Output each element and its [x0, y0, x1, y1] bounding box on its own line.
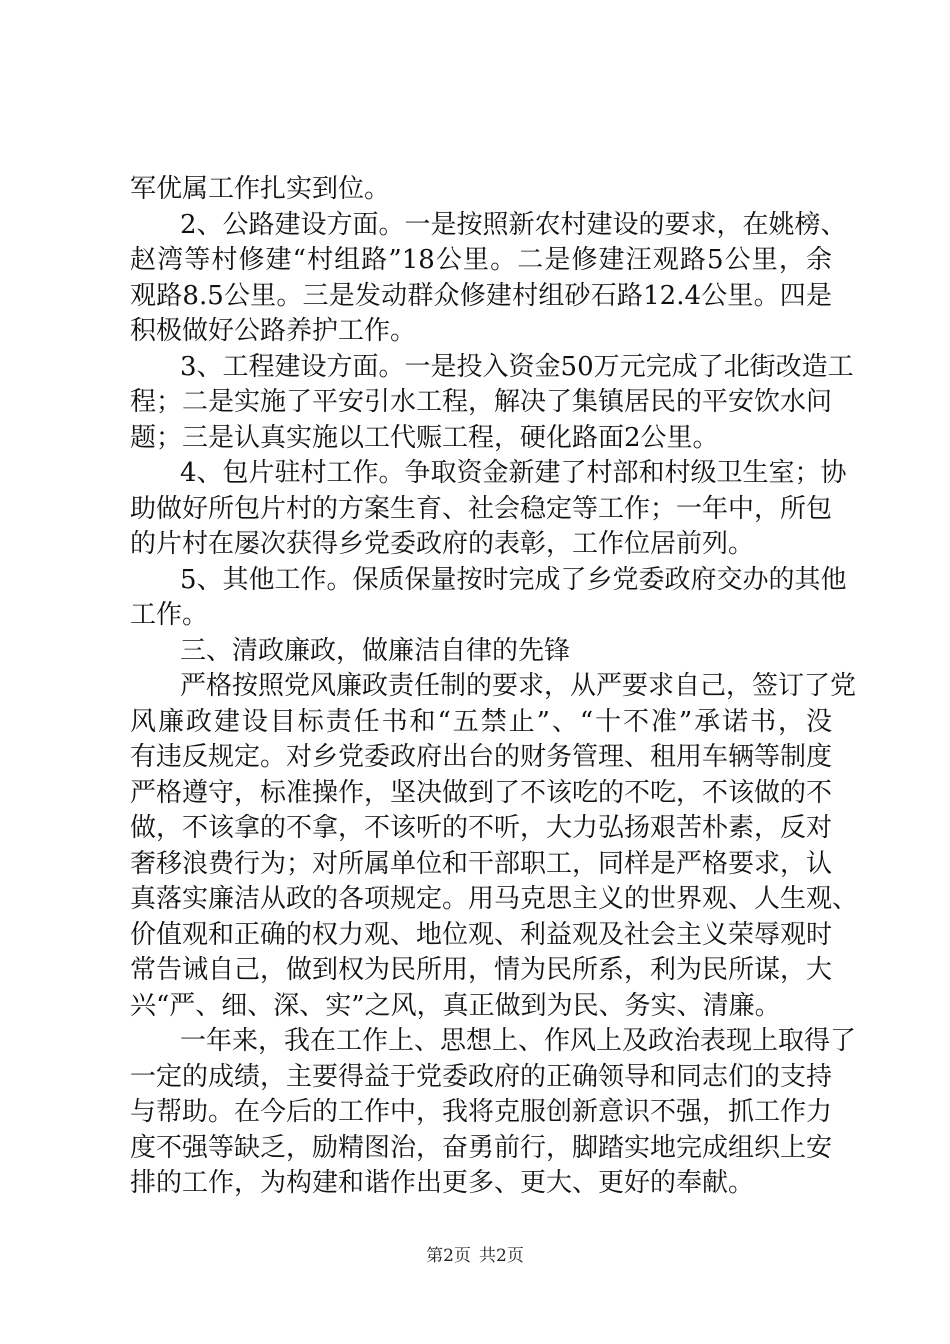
section-heading: 三、清政廉政，做廉洁自律的先锋 [180, 635, 571, 666]
text-line: 赵湾等村修建“村组路”18公里。二是修建汪观路5公里，余 [130, 245, 832, 275]
text-line: 一定的成绩，主要得益于党委政府的正确领导和同志们的支持 [130, 1061, 833, 1092]
text-line: 严格遵守，标准操作，坚决做到了不该吃的不吃，不该做的不 [130, 777, 833, 808]
page-total: 共2页 [479, 1246, 524, 1266]
text-line: 真落实廉洁从政的各项规定。用马克思主义的世界观、人生观、 [130, 884, 859, 914]
text-line: 一年来，我在工作上、思想上、作风上及政治表现上取得了 [180, 1026, 857, 1056]
document-body [130, 172, 859, 1202]
text-line: 严格按照党风廉政责任制的要求，从严要求自己，签订了党 [180, 671, 857, 701]
text-line: 有违反规定。对乡党委政府出台的财务管理、租用车辆等制度 [130, 742, 833, 772]
text-line: 的片村在屡次获得乡党委政府的表彰，工作位居前列。 [130, 529, 755, 559]
text-line: 排的工作，为构建和谐作出更多、更大、更好的奉献。 [130, 1168, 755, 1198]
text-line: 5、其他工作。保质保量按时完成了乡党委政府交办的其他 [180, 564, 847, 595]
text-line: 助做好所包片村的方案生育、社会稳定等工作；一年中，所包 [130, 493, 833, 524]
text-line: 积极做好公路养护工作。 [130, 316, 417, 346]
text-line: 风廉政建设目标责任书和“五禁止”、“十不准”承诺书，没 [130, 706, 832, 737]
text-line: 题；三是认真实施以工代赈工程，硬化路面2公里。 [130, 422, 719, 453]
text-line: 奢移浪费行为；对所属单位和干部职工，同样是严格要求，认 [130, 848, 833, 879]
text-line: 4、包片驻村工作。争取资金新建了村部和村级卫生室；协 [180, 458, 847, 488]
text-line: 价值观和正确的权力观、地位观、利益观及社会主义荣辱观时 [130, 919, 833, 950]
page-footer [0, 1246, 950, 1266]
text-line: 军优属工作扎实到位。 [130, 174, 391, 204]
text-line: 3、工程建设方面。一是投入资金50万元完成了北街改造工 [180, 351, 854, 382]
text-line: 兴“严、细、深、实”之风，真正做到为民、务实、清廉。 [130, 990, 781, 1021]
text-line: 工作。 [130, 600, 209, 630]
text-line: 程；二是实施了平安引水工程，解决了集镇居民的平安饮水问 [130, 387, 833, 417]
text-line: 做，不该拿的不拿，不该听的不听，大力弘扬艰苦朴素，反对 [130, 813, 833, 843]
text-line: 度不强等缺乏，励精图治，奋勇前行，脚踏实地完成组织上安 [130, 1132, 833, 1163]
page-number: 第2页 [426, 1246, 471, 1266]
text-line: 2、公路建设方面。一是按照新农村建设的要求，在姚榜、 [180, 209, 847, 240]
text-line: 与帮助。在今后的工作中，我将克服创新意识不强，抓工作力 [130, 1097, 833, 1127]
text-line: 常告诫自己，做到权为民所用，情为民所系，利为民所谋，大 [130, 955, 833, 985]
text-line: 观路8.5公里。三是发动群众修建村组砂石路12.4公里。四是 [130, 280, 832, 311]
